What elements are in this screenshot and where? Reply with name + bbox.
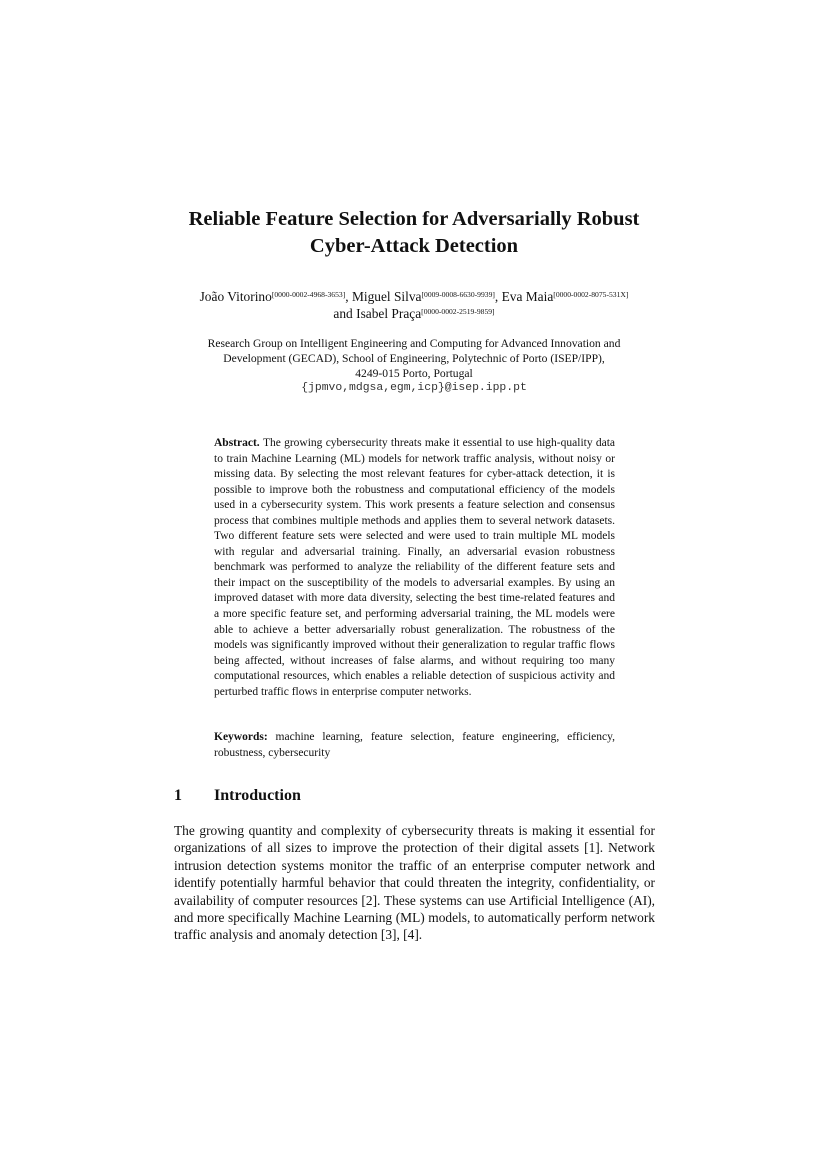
author-orcid: [0000-0002-4968-3653] (271, 290, 346, 299)
section-title: Introduction (214, 787, 301, 804)
title-line-1: Reliable Feature Selection for Adversarially Robust (188, 208, 640, 230)
author-orcid: [0000-0002-8075-531X] (553, 290, 629, 299)
author-list (0, 288, 828, 322)
affiliation-line-2: Development (GECAD), School of Engineering, Polytechnic of Porto (ISEP/IPP), (223, 352, 605, 365)
author-separator: , (345, 289, 352, 304)
section-heading (174, 786, 654, 806)
title-line-2: Cyber-Attack Detection (309, 235, 519, 257)
keywords (214, 730, 615, 761)
author-name: and Isabel Praça (333, 306, 422, 321)
abstract-label: Abstract. (214, 437, 263, 449)
keywords-label: Keywords: (214, 731, 276, 743)
author-separator: , (494, 289, 502, 304)
affiliation-line-3: 4249-015 Porto, Portugal (355, 367, 473, 380)
affiliation (0, 336, 828, 396)
abstract-text: The growing cybersecurity threats make it essential to use high-quality data to train Machine Learning (ML) models for network traffic analysis, without noisy or missing data. By selecting the most relevant features for cyber-attack detection, it is possible to improve both the robustness and computational efficiency of the models used in a cybersecurity system. This work presents a feature selection and consensus process that combines multiple methods and applies them to several network datasets. Two different feature sets were selected and were used to train multiple ML models with regular and adversarial training. Finally, an adversarial evasion robustness benchmark was performed to analyze the reliability of the different feature sets and their impact on the susceptibility of the models to adversarial examples. By using an improved dataset with more data diversity, selecting the best time-related features and a more specific feature set, and performing adversarial training, the ML models were able to achieve a better adversarially robust generalization. The robustness of the models was significantly improved without their generalization to regular traffic flows being affected, without increases of false alarms, and without requiring too many computational resources, which enables a reliable detection of suspicious activity and perturbed traffic flows in enterprise computer networks. (214, 437, 616, 698)
author-name: Eva Maia (501, 289, 554, 304)
author-orcid: [0000-0002-2519-9859] (421, 307, 495, 316)
section-number: 1 (174, 787, 182, 804)
abstract (214, 436, 615, 700)
paper-title (0, 206, 828, 260)
author-orcid: [0009-0008-6630-9939] (421, 290, 495, 299)
author-line-2 (0, 305, 828, 322)
author-name: Miguel Silva (351, 289, 422, 304)
author-name: João Vitorino (199, 289, 272, 304)
author-line-1 (0, 288, 828, 305)
affiliation-line-1: Research Group on Intelligent Engineering and Computing for Advanced Innovation and (207, 337, 621, 350)
keywords-text: machine learning, feature selection, feature engineering, efficiency, robustness, cybersecurity (214, 731, 615, 759)
intro-paragraph: The growing quantity and complexity of cybersecurity threats is making it essential for organizations of all sizes to improve the protection of their digital assets [1]. Network intrusion detection systems monitor the traffic of an enterprise computer network and identify potentially harmful behavior that could threaten the integrity, confidentiality, or availability of computer resources [2]. These systems can use Artificial Intelligence (AI), and more specifically Machine Learning (ML) models, to automatically perform network traffic analysis and anomaly detection [3], [4]. (174, 823, 655, 943)
author-emails: {jpmvo,mdgsa,egm,icp}@isep.ipp.pt (301, 382, 527, 394)
